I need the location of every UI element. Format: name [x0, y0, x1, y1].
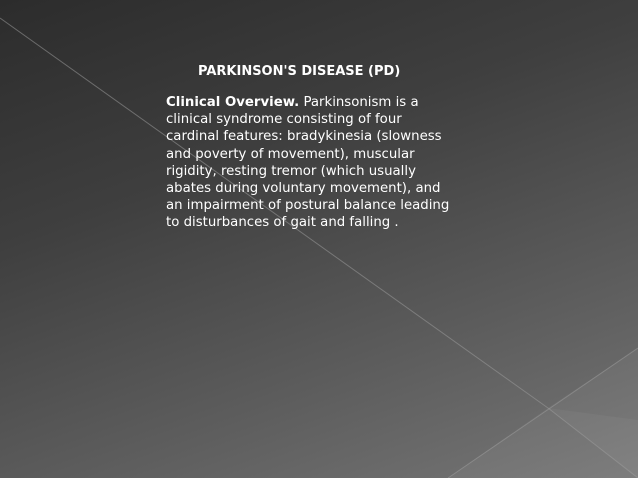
body-text: Parkinsonism is a clinical syndrome consisting of four cardinal features: bradykinesia (slowness and poverty of movement), muscular rigidity, resting tremor (which usually abates during voluntary movement), and an impairment of postural balance leading to disturbances of gait and falling .	[166, 95, 450, 231]
slide-body	[166, 94, 458, 232]
body-lead: Clinical Overview.	[166, 95, 300, 110]
slide-title: PARKINSON'S DISEASE (PD)	[198, 64, 401, 79]
